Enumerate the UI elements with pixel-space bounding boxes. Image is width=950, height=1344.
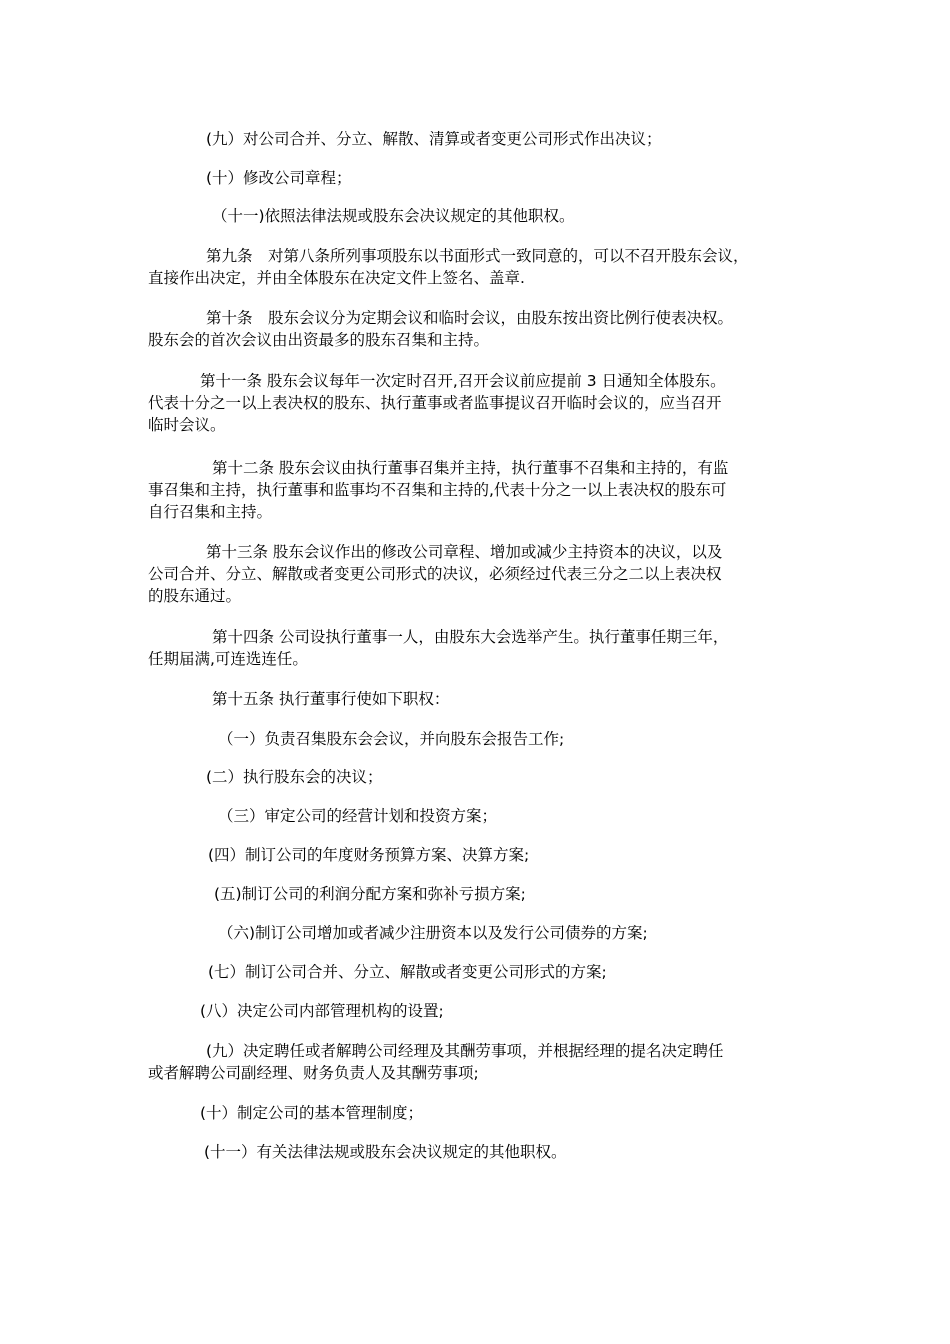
text-line: (四）制订公司的年度财务预算方案、决算方案; — [208, 846, 530, 864]
text-line: 公司合并、分立、解散或者变更公司形式的决议，必须经过代表三分之二以上表决权 — [148, 565, 722, 583]
paragraph-3 — [148, 205, 808, 227]
text-line: (二）执行股东会的决议； — [206, 768, 383, 786]
text-line: 第十二条 股东会议由执行董事召集并主持，执行董事不召集和主持的，有监 — [212, 459, 729, 477]
text-line: （六)制订公司增加或者减少注册资本以及发行公司债券的方案; — [218, 924, 648, 942]
text-line: 代表十分之一以上表决权的股东、执行董事或者监事提议召开临时会议的，应当召开 — [148, 394, 722, 412]
text-line: (九）对公司合并、分立、解散、清算或者变更公司形式作出决议； — [206, 130, 662, 148]
text-line: 自行召集和主持。 — [148, 503, 273, 521]
text-line: (八）决定公司内部管理机构的设置; — [200, 1002, 444, 1020]
article-15 — [148, 688, 808, 710]
item-11 — [148, 1141, 808, 1163]
text-line: 临时会议。 — [148, 416, 226, 434]
article-9 — [148, 245, 808, 289]
text-line: (七）制订公司合并、分立、解散或者变更公司形式的方案; — [208, 963, 607, 981]
text-line: 第十四条 公司设执行董事一人，由股东大会选举产生。执行董事任期三年， — [212, 628, 729, 646]
text-line: 的股东通过。 — [148, 587, 242, 605]
text-line: 第九条 对第八条所列事项股东以书面形式一致同意的，可以不召开股东会议， — [206, 247, 749, 265]
text-line: (十）修改公司章程； — [206, 169, 352, 187]
text-line: 第十三条 股东会议作出的修改公司章程、增加或减少主持资本的决议，以及 — [206, 543, 723, 561]
text-line: (十）制定公司的基本管理制度； — [200, 1104, 424, 1122]
article-10 — [148, 307, 808, 351]
item-10 — [148, 1102, 808, 1124]
item-2 — [148, 766, 808, 788]
item-1 — [148, 728, 808, 750]
article-11 — [148, 370, 808, 436]
article-13 — [148, 541, 808, 607]
item-5 — [148, 883, 808, 905]
text-line: （一）负责召集股东会会议，并向股东会报告工作; — [218, 730, 565, 748]
item-3 — [148, 805, 808, 827]
article-14 — [148, 626, 808, 670]
text-line: 事召集和主持，执行董事和监事均不召集和主持的,代表十分之一以上表决权的股东可 — [148, 481, 727, 499]
item-7 — [148, 961, 808, 983]
text-line: 第十五条 执行董事行使如下职权： — [212, 690, 450, 708]
text-line: 任期届满,可连选连任。 — [148, 650, 308, 668]
text-line: （十一)依照法律法规或股东会决议规定的其他职权。 — [212, 207, 575, 225]
text-line: 股东会的首次会议由出资最多的股东召集和主持。 — [148, 331, 490, 349]
text-line: （三）审定公司的经营计划和投资方案； — [218, 807, 498, 825]
text-line: (五)制订公司的利润分配方案和弥补亏损方案; — [214, 885, 526, 903]
text-line: 第十一条 股东会议每年一次定时召开,召开会议前应提前 3 日通知全体股东。 — [200, 372, 726, 390]
article-12 — [148, 457, 808, 523]
item-6 — [148, 922, 808, 944]
text-line: 或者解聘公司副经理、财务负责人及其酬劳事项; — [148, 1064, 479, 1082]
item-8 — [148, 1000, 808, 1022]
item-9 — [148, 1040, 808, 1084]
paragraph-1 — [148, 128, 808, 150]
text-line: (九）决定聘任或者解聘公司经理及其酬劳事项，并根据经理的提名决定聘任 — [206, 1042, 724, 1060]
text-line: 第十条 股东会议分为定期会议和临时会议，由股东按出资比例行使表决权。 — [206, 309, 734, 327]
paragraph-2 — [148, 167, 808, 189]
item-4 — [148, 844, 808, 866]
text-line: 直接作出决定，并由全体股东在决定文件上签名、盖章. — [148, 269, 525, 287]
text-line: (十一）有关法律法规或股东会决议规定的其他职权。 — [204, 1143, 567, 1161]
